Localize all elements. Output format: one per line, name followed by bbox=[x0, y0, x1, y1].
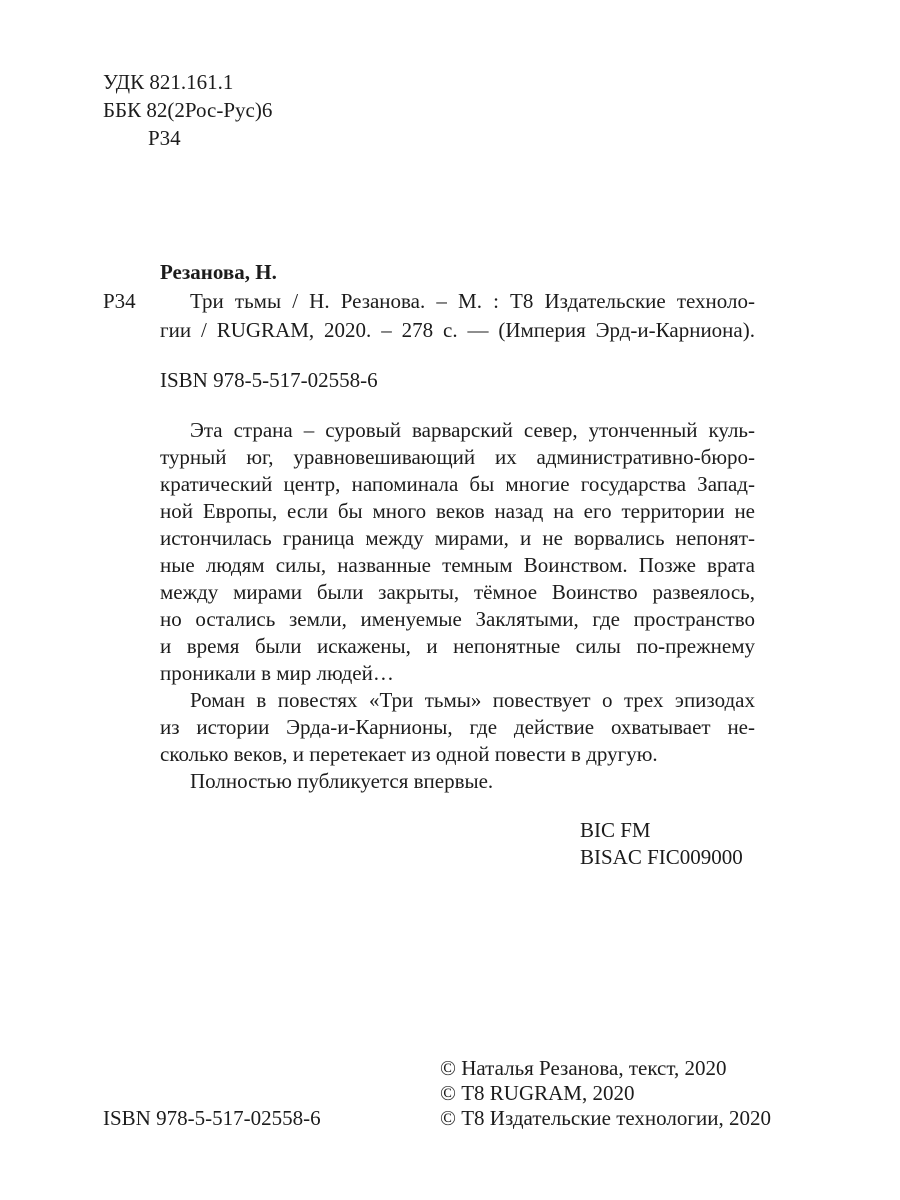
annotation-line: сколько веков, и перетекает из одной повести в другую. bbox=[160, 742, 658, 766]
annotation-line: Роман в повестях «Три тьмы» повествует о трех эпизодах bbox=[190, 688, 755, 712]
annotation-line: турный юг, уравновешивающий их административно-бюро- bbox=[160, 445, 755, 469]
author-sign: Р34 bbox=[148, 126, 181, 150]
annotation-note: Полностью публикуется впервые. bbox=[190, 769, 494, 793]
copyright-line: © Т8 Издательские технологии, 2020 bbox=[440, 1106, 771, 1130]
bisac-code: BISAC FIC009000 bbox=[580, 845, 743, 869]
record-line: гии / RUGRAM, 2020. – 278 с. — (Империя Эрд-и-Карниона). bbox=[160, 318, 755, 342]
annotation-line: истончилась граница между мирами, и не ворвались непонят- bbox=[160, 526, 755, 550]
annotation-line: Эта страна – суровый варварский север, утонченный куль- bbox=[190, 418, 755, 442]
record-author: Резанова, Н. bbox=[160, 260, 277, 284]
annotation-line: проникали в мир людей… bbox=[160, 661, 394, 685]
annotation-line: но остались земли, именуемые Заклятыми, где пространство bbox=[160, 607, 755, 631]
copyright-line: © Наталья Резанова, текст, 2020 bbox=[440, 1056, 727, 1080]
bic-code: BIC FM bbox=[580, 818, 651, 842]
annotation-line: ной Европы, если бы много веков назад на его территории не bbox=[160, 499, 755, 523]
footer-isbn: ISBN 978-5-517-02558-6 bbox=[103, 1106, 321, 1130]
annotation-line: из истории Эрда-и-Карнионы, где действие охватывает не- bbox=[160, 715, 755, 739]
annotation-line: и время были искажены, и непонятные силы по-прежнему bbox=[160, 634, 755, 658]
record-isbn: ISBN 978-5-517-02558-6 bbox=[160, 368, 378, 392]
record-line: Три тьмы / Н. Резанова. – М. : Т8 Издательские техноло- bbox=[190, 289, 755, 313]
annotation-line: кратический центр, напоминала бы многие государства Запад- bbox=[160, 472, 755, 496]
bbk-code: ББК 82(2Рос-Рус)6 bbox=[103, 98, 273, 122]
record-sign: Р34 bbox=[103, 289, 136, 313]
annotation-line: ные людям силы, названные темным Воинством. Позже врата bbox=[160, 553, 755, 577]
udk-code: УДК 821.161.1 bbox=[103, 70, 234, 94]
annotation-line: между мирами были закрыты, тёмное Воинство развеялось, bbox=[160, 580, 755, 604]
copyright-line: © Т8 RUGRAM, 2020 bbox=[440, 1081, 635, 1105]
